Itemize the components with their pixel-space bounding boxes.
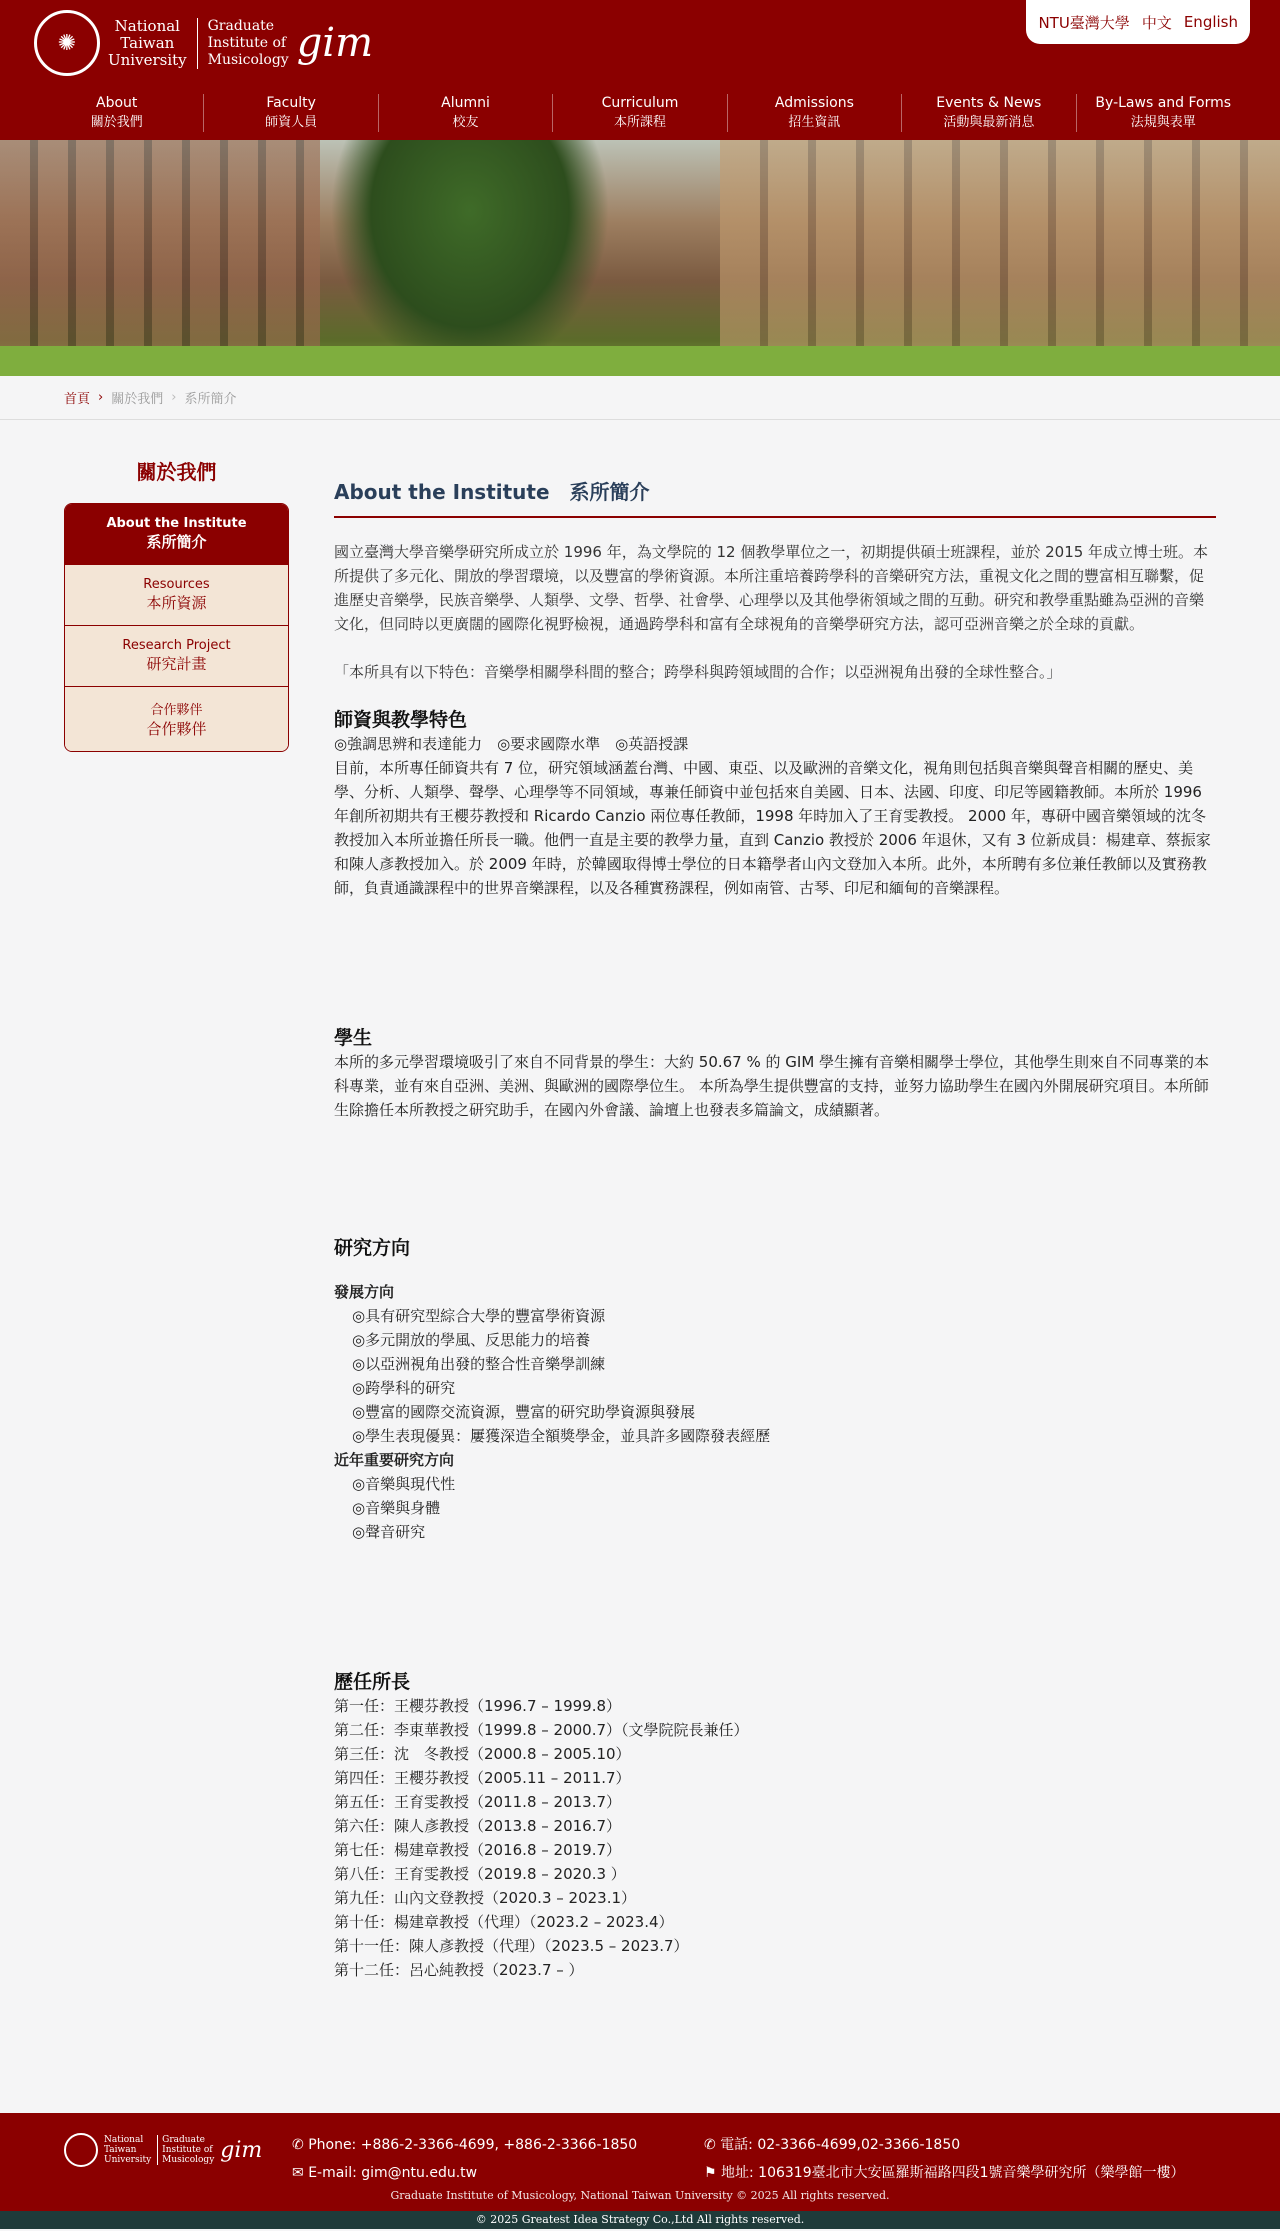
breadcrumb-home[interactable]: 首頁 [64, 392, 91, 407]
list-item: ◎音樂與現代性 [352, 1475, 456, 1493]
breadcrumb-current: 系所簡介 [184, 392, 237, 407]
list-item: ◎音樂與身體 [352, 1499, 441, 1517]
lang-chinese-link[interactable]: 中文 [1141, 13, 1172, 32]
sidebar-item-partners[interactable]: 合作夥伴 合作夥伴 [65, 686, 288, 751]
faculty-tags: ◎強調思辨和表達能力 ◎要求國際水準 ◎英語授課 [334, 735, 689, 753]
students-paragraph: 本所的多元學習環境吸引了來自不同背景的學生：大約 50.67 % 的 GIM 學生擁有音樂相關學士學位，其他學生則來自不同專業的本科專業，並有來自亞洲、美洲、與歐洲的國際學位生。 本所為學生提供豐富的支持，並努力協助學生在國內外開展研究項目。本所師生除擔任本所教授之研究助手，在國內外會議、論壇上也發表多篇論文，成績顯著。 [334, 1053, 1210, 1119]
main-nav [30, 94, 1250, 132]
footer-contact-en [292, 2131, 637, 2187]
director-item: 第七任：楊建章教授（2016.8 – 2019.7） [334, 1841, 622, 1859]
director-item: 第八任：王育雯教授（2019.8 – 2020.3 ） [334, 1865, 626, 1883]
director-item: 第十一任：陳人彥教授（代理）（2023.5 – 2023.7） [334, 1937, 689, 1955]
sidebar-item-research-project[interactable]: Research Project 研究計畫 [65, 625, 288, 686]
nav-events-news[interactable]: Events & News 活動與最新消息 [901, 94, 1075, 132]
chevron-right-icon: › [98, 390, 104, 405]
sidebar-title: 關於我們 [136, 460, 217, 484]
sidebar [64, 420, 289, 2113]
sidebar-item-resources[interactable]: Resources 本所資源 [65, 564, 288, 625]
footer-credit: © 2025 Greatest Idea Strategy Co.,Ltd All rights reserved. [0, 2211, 1280, 2229]
list-item: ◎多元開放的學風、反思能力的培養 [352, 1331, 591, 1349]
lang-english-link[interactable]: English [1183, 13, 1238, 31]
research-sub-recent: 近年重要研究方向 [334, 1451, 455, 1469]
research-sub-development: 發展方向 [334, 1283, 395, 1301]
footer-copyright: Graduate Institute of Musicology, National Taiwan University © 2025 All rights reserved. [390, 2189, 890, 2202]
nav-alumni[interactable]: Alumni 校友 [378, 94, 552, 132]
footer-phone: Phone: +886-2-3366-4699, +886-2-3366-1850 [308, 2137, 638, 2153]
list-item: ◎豐富的國際交流資源，豐富的研究助學資源與發展 [352, 1403, 696, 1421]
site-header [0, 0, 1280, 140]
list-item: ◎跨學科的研究 [352, 1379, 456, 1397]
list-item: ◎具有研究型綜合大學的豐富學術資源 [352, 1307, 606, 1325]
mail-icon: ✉ [292, 2165, 309, 2181]
ntu-seal-icon: ✺ [34, 10, 100, 76]
phone-icon: ✆ [292, 2137, 309, 2153]
intro-paragraph: 國立臺灣大學音樂學研究所成立於 1996 年，為文學院的 12 個教學單位之一，初期提供碩士班課程，並於 2015 年成立博士班。本所提供了多元化、開放的學習環境，以及豐富的學術資源。本所注重培養跨學科的音樂研究方法，重視文化之間的豐富相互聯繫，促進歷史音樂學，民族音樂學、人類學、文學、哲學、社會學、心理學以及其他學術領域之間的互動。研究和教學重點雖為亞洲的音樂文化，但同時以更廣闊的國際化視野檢視，通過跨學科和富有全球視角的音樂學研究方法，認可亞洲音樂之於全球的貢獻。 [334, 543, 1209, 633]
director-item: 第二任：李東華教授（1999.8 – 2000.7）（文學院院長兼任） [334, 1721, 749, 1739]
students-heading: 學生 [334, 1027, 373, 1049]
director-item: 第十二任：呂心純教授（2023.7 – ） [334, 1961, 584, 1979]
nav-curriculum[interactable]: Curriculum 本所課程 [552, 94, 726, 132]
logo-gim-text: Graduate Institute of Musicology [207, 17, 289, 68]
language-bar [1026, 0, 1250, 44]
breadcrumb-about[interactable]: 關於我們 [111, 392, 164, 407]
flag-icon: ⚑ [704, 2165, 722, 2181]
logo-ntu-text: National Taiwan University [108, 18, 198, 69]
list-item: ◎以亞洲視角出發的整合性音樂學訓練 [352, 1355, 606, 1373]
director-item: 第六任：陳人彥教授（2013.8 – 2016.7） [334, 1817, 622, 1835]
breadcrumb [0, 376, 1280, 420]
ntu-seal-icon [64, 2133, 98, 2167]
page-content [0, 420, 1280, 2113]
ntu-link[interactable]: NTU臺灣大學 [1038, 13, 1130, 32]
quote-paragraph: 「本所具有以下特色：音樂學相關學科間的整合；跨學科與跨領域間的合作；以亞洲視角出發的全球性整合。」 [334, 663, 1062, 681]
nav-bylaws-forms[interactable]: By-Laws and Forms 法規與表單 [1076, 94, 1250, 132]
page-title: About the Institute 系所簡介 [334, 480, 1216, 518]
list-item: ◎聲音研究 [352, 1523, 426, 1541]
nav-about[interactable]: About 關於我們 [90, 95, 143, 130]
director-item: 第十任：楊建章教授（代理）（2023.2 – 2023.4） [334, 1913, 674, 1931]
site-footer [0, 2113, 1280, 2211]
nav-admissions[interactable]: Admissions 招生資訊 [727, 94, 901, 132]
footer-logo[interactable]: National Taiwan University Graduate Institute of Musicology gim [64, 2133, 262, 2167]
sidebar-item-about-institute[interactable]: About the Institute 系所簡介 [65, 504, 288, 564]
gim-mark-icon: gim [220, 2137, 263, 2163]
hero-banner-image [0, 140, 1280, 376]
research-heading: 研究方向 [334, 1237, 411, 1259]
director-item: 第五任：王育雯教授（2011.8 – 2013.7） [334, 1793, 622, 1811]
director-item: 第一任：王櫻芬教授（1996.7 – 1999.8） [334, 1697, 622, 1715]
footer-phone-zh: 電話: 02-3366-4699,02-3366-1850 [720, 2137, 961, 2153]
list-item: ◎學生表現優異：屢獲深造全額獎學金，並具許多國際發表經歷 [352, 1427, 771, 1445]
directors-heading: 歷任所長 [334, 1671, 411, 1693]
phone-icon: ✆ [704, 2137, 721, 2153]
director-item: 第四任：王櫻芬教授（2005.11 – 2011.7） [334, 1769, 631, 1787]
director-item: 第九任：山內文登教授（2020.3 – 2023.1） [334, 1889, 637, 1907]
faculty-paragraph: 目前，本所專任師資共有 7 位，研究領域涵蓋台灣、中國、東亞、以及歐洲的音樂文化，視角則包括與音樂與聲音相關的歷史、美學、分析、人類學、聲學、心理學等不同領域，專兼任師資中並包括來自美國、日本、法國、印度、印尼等國籍教師。本所於 1996 年創所初期共有王櫻芬教授和 Ricardo Canzio 兩位專任教師，1998 年時加入了王育雯教授。 2000 年，專研中國音樂領域的沈冬教授加入本所並擔任所長一職。他們一直是主要的教學力量，直到 Canzio 教授於 2006 年退休，又有 3 位新成員：楊建章、蔡振家和陳人彥教授加入。於 2009 年時，於韓國取得博士學位的日本籍學者山內文登加入本所。此外，本所聘有多位兼任教師以及實務教師，負責通識課程中的世界音樂課程，以及各種實務課程，例如南管、古琴、印尼和緬甸的音樂課程。 [334, 759, 1211, 897]
director-item: 第三任：沈 冬教授（2000.8 – 2005.10） [334, 1745, 631, 1763]
gim-mark-icon: gim [296, 20, 374, 66]
site-logo[interactable] [34, 10, 373, 76]
footer-contact-zh [704, 2131, 1185, 2187]
nav-faculty[interactable]: Faculty 師資人員 [203, 94, 377, 132]
footer-email[interactable]: E-mail: gim@ntu.edu.tw [308, 2165, 478, 2181]
main-article [289, 420, 1216, 2113]
faculty-heading: 師資與教學特色 [334, 709, 468, 731]
footer-address: 地址: 106319臺北市大安區羅斯福路四段1號音樂學研究所（樂學館一樓） [721, 2165, 1185, 2181]
chevron-right-icon: › [171, 390, 177, 405]
sidebar-menu [64, 503, 289, 752]
